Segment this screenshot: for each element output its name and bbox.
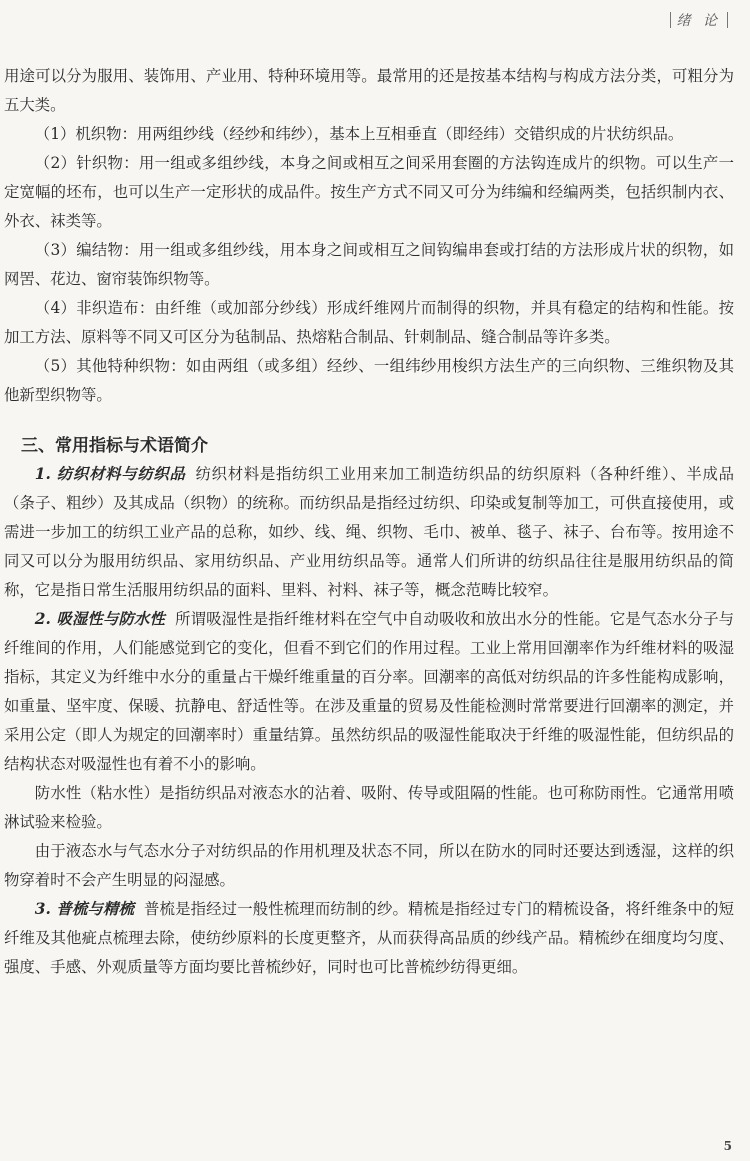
header-divider <box>670 12 671 28</box>
paragraph-woven: （1）机织物：用两组纱线（经纱和纬纱），基本上互相垂直（即经纬）交错织成的片状纺织品。 <box>34 125 684 143</box>
paragraph-waterproof: 防水性（粘水性）是指纺织品对液态水的沾着、吸附、传导或阻隔的性能。也可称防雨性。它通常用喷淋试验来检验。 <box>4 784 734 831</box>
page-number: 5 <box>723 1139 732 1153</box>
paragraph-special: （5）其他特种织物：如由两组（或多组）经纱、一组纬纱用梭织方法生产的三向织物、三维织物及其他新型织物等。 <box>4 357 734 404</box>
term-text: 普梳是指经过一般性梳理而纺制的纱。精梳是指经过专门的精梳设备，将纤维条中的短纤维及其他疵点梳理去除，使纺纱原料的长度更整齐，从而获得高品质的纱线产品。精梳纱在细度均匀度、强度、手感、外观质量等方面均要比普梳纱好，同时也可比普梳纱纺得更细。 <box>4 900 734 976</box>
term-label: 3. 普梳与精梳 <box>34 900 135 918</box>
paragraph-continuation: 用途可以分为服用、装饰用、产业用、特种环境用等。最常用的还是按基本结构与构成方法分类，可粗分为五大类。 <box>4 67 734 114</box>
page-body <box>0 62 734 982</box>
paragraph-term-3 <box>4 895 734 982</box>
term-text: 纺织材料是指纺织工业用来加工制造纺织品的纺织原料（各种纤维）、半成品（条子、粗纱）及其成品（织物）的统称。而纺织品是指经过纺织、印染或复制等加工，可供直接使用，或需进一步加工的纺织工业产品的总称，如纱、线、绳、织物、毛巾、被单、毯子、袜子、台布等。按用途不同又可以分为服用纺织品、家用纺织品、产业用纺织品等。通常人们所讲的纺织品往往是服用纺织品的简称，它是指日常生活服用纺织品的面料、里料、衬料、袜子等，概念范畴比较窄。 <box>4 465 734 599</box>
term-text: 所谓吸湿性是指纤维材料在空气中自动吸收和放出水分的性能。它是气态水分子与纤维间的作用，人们能感觉到它的变化，但看不到它们的作用过程。工业上常用回潮率作为纤维材料的吸湿指标，其定义为纤维中水分的重量占干燥纤维重量的百分率。回潮率的高低对纺织品的许多性能构成影响，如重量、坚牢度、保暖、抗静电、舒适性等。在涉及重量的贸易及性能检测时常常要进行回潮率的测定，并采用公定（即人为规定的回潮率时）重量结算。虽然纺织品的吸湿性能取决于纤维的吸湿性能，但纺织品的结构状态对吸湿性也有着不小的影响。 <box>4 610 734 773</box>
running-header <box>664 10 734 30</box>
term-label: 1. 纺织材料与纺织品 <box>34 465 186 483</box>
section-gap <box>4 410 734 432</box>
paragraph-breathable: 由于液态水与气态水分子对纺织品的作用机理及状态不同，所以在防水的同时还要达到透湿，这样的织物穿着时不会产生明显的闷湿感。 <box>4 842 734 889</box>
paragraph-term-2 <box>4 605 734 779</box>
paragraph-nonwoven: （4）非织造布：由纤维（或加部分纱线）形成纤维网片而制得的织物，并具有稳定的结构和性能。按加工方法、原料等不同又可区分为毡制品、热熔粘合制品、针刺制品、缝合制品等许多类。 <box>4 299 734 346</box>
paragraph-braided: （3）编结物：用一组或多组纱线，用本身之间或相互之间钩编串套或打结的方法形成片状的织物，如网罟、花边、窗帘装饰织物等。 <box>4 241 734 288</box>
header-divider <box>727 12 728 28</box>
paragraph-term-1 <box>4 460 734 605</box>
paragraph-knitted: （2）针织物：用一组或多组纱线，本身之间或相互之间采用套圈的方法钩连成片的织物。可以生产一定宽幅的坯布，也可以生产一定形状的成品件。按生产方式不同又可分为纬编和经编两类，包括织制内衣、外衣、袜类等。 <box>4 154 734 230</box>
header-title: 绪 论 <box>676 13 721 29</box>
term-label: 2. 吸湿性与防水性 <box>34 610 166 628</box>
section-heading: 三、常用指标与术语简介 <box>21 436 208 456</box>
